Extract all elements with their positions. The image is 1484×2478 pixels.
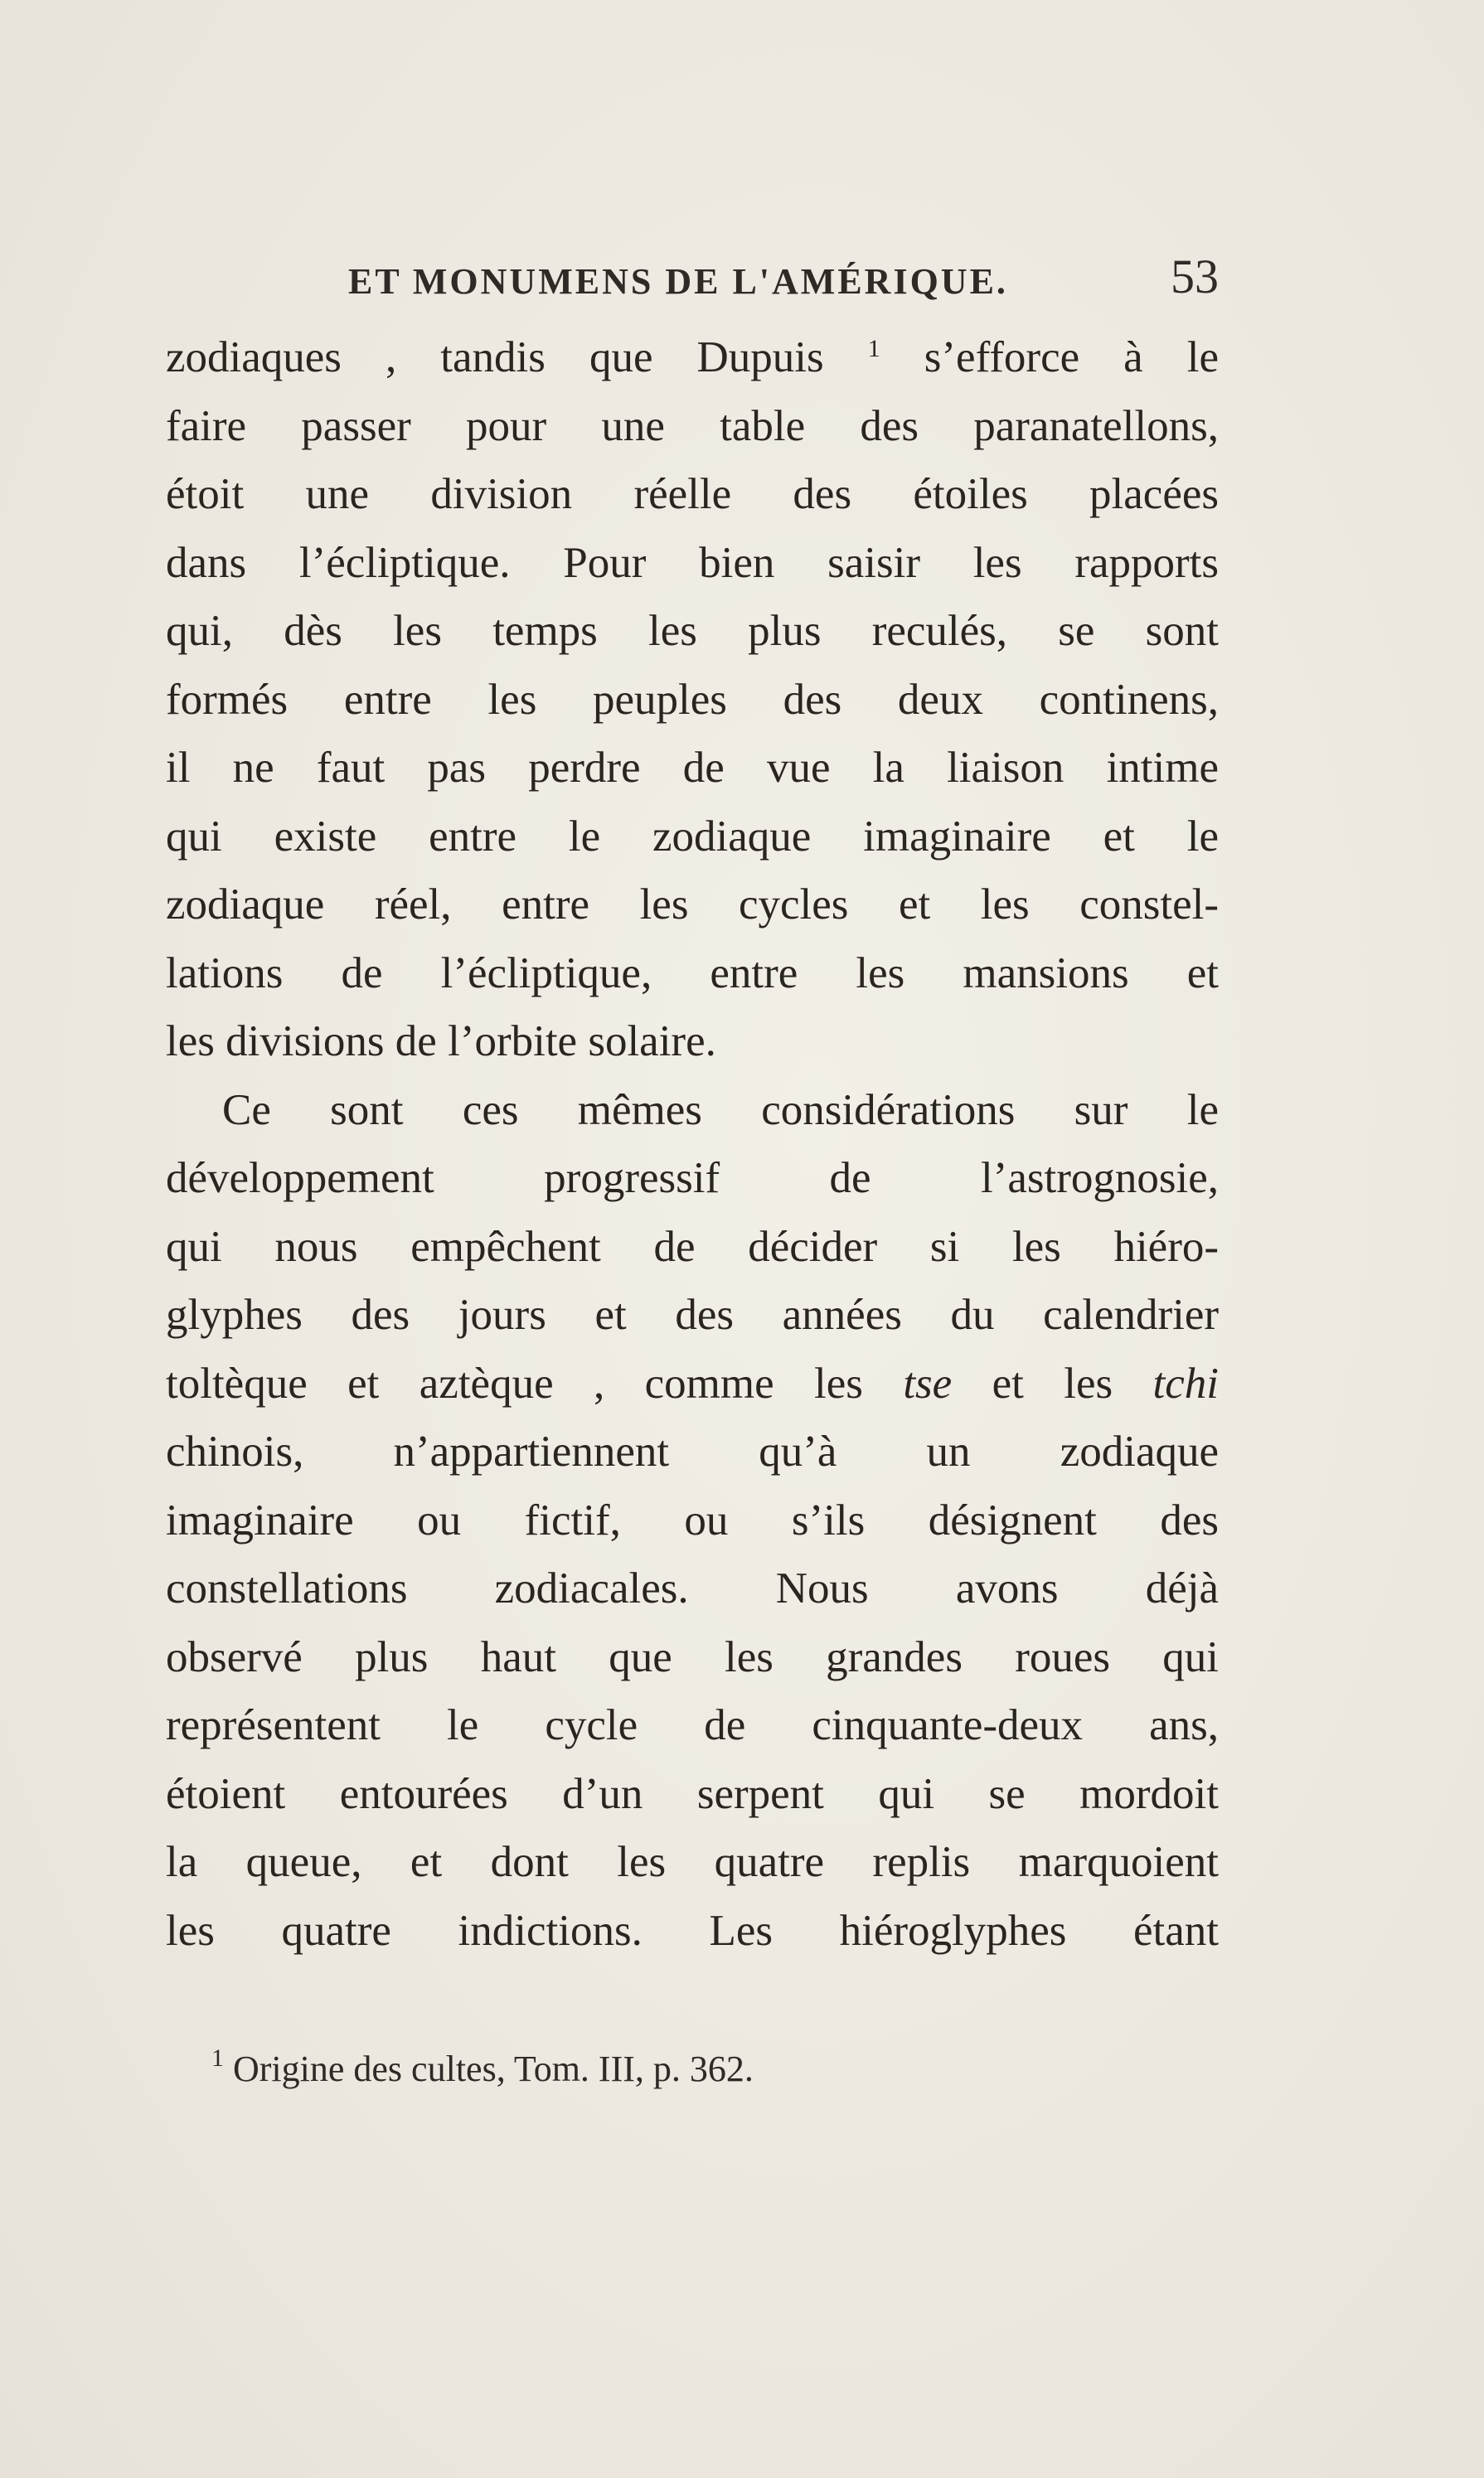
text-line: zodiaque réel, entre les cycles et les constel-	[166, 880, 1219, 929]
running-title: ET MONUMENS DE L'AMÉRIQUE.	[348, 261, 1008, 302]
text-line: faire passer pour une table des paranatellons,	[166, 401, 1219, 450]
text-line: les quatre indictions. Les hiéroglyphes étant	[166, 1906, 1219, 1955]
footnote-marker: 1	[211, 2044, 224, 2072]
text-line: qui, dès les temps les plus reculés, se sont	[166, 607, 1219, 655]
text-line: la queue, et dont les quatre replis marquoient	[166, 1838, 1219, 1886]
text-line: constellations zodiacales. Nous avons déjà	[166, 1564, 1219, 1612]
italic-term: tse	[903, 1359, 953, 1408]
text-line: qui nous empêchent de décider si les hiéro-	[166, 1222, 1219, 1271]
footnote-text: Origine des cultes, Tom. III, p. 362.	[233, 2049, 754, 2089]
text-line: il ne faut pas perdre de vue la liaison intime	[166, 744, 1219, 792]
text-line: étoit une division réelle des étoiles placées	[166, 470, 1219, 518]
italic-term: tchi	[1152, 1359, 1219, 1408]
footnote	[211, 2044, 754, 2090]
text-line: observé plus haut que les grandes roues qui	[166, 1632, 1219, 1681]
text-line: imaginaire ou fictif, ou s’ils désignent des	[166, 1496, 1219, 1545]
text-line: les divisions de l’orbite solaire.	[166, 1017, 716, 1065]
text-line: lations de l’écliptique, entre les mansions et	[166, 948, 1219, 997]
text-line: qui existe entre le zodiaque imaginaire et le	[166, 812, 1219, 861]
page-number: 53	[1171, 250, 1219, 303]
text-line: toltèque et aztèque , comme les tse et les tchi	[166, 1359, 1219, 1408]
text-line: dans l’écliptique. Pour bien saisir les rapports	[166, 538, 1219, 587]
text-line: chinois, n’appartiennent qu’à un zodiaque	[166, 1428, 1219, 1476]
footnote-reference: 1	[867, 335, 880, 362]
running-head	[166, 249, 1219, 307]
text-line: développement progressif de l’astrognosie,	[166, 1154, 1219, 1202]
text-line: glyphes des jours et des années du calendrier	[166, 1291, 1219, 1339]
text-line: représentent le cycle de cinquante-deux ans,	[166, 1701, 1219, 1749]
text-line: formés entre les peuples des deux continens,	[166, 675, 1219, 724]
body-text	[166, 323, 1219, 1965]
text-line: étoient entourées d’un serpent qui se mordoit	[166, 1769, 1219, 1818]
text-line: zodiaques , tandis que Dupuis $^1$ s’efforce à le	[166, 333, 1219, 381]
text-line: Ce sont ces mêmes considérations sur le	[222, 1085, 1219, 1134]
